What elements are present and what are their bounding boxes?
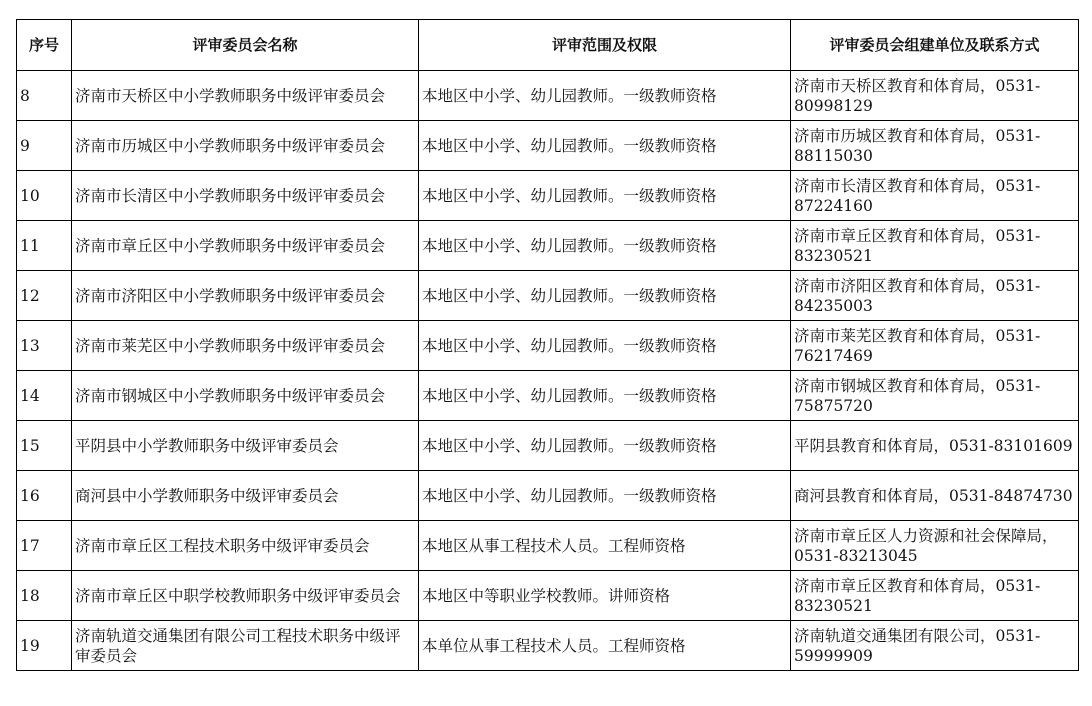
table-row (17, 271, 1079, 321)
review-scope-cell: 本地区中小学、幼儿园教师。一级教师资格 (419, 471, 791, 521)
serial-number-cell: 16 (17, 471, 72, 521)
contact-cell: 济南市长清区教育和体育局，0531-87224160 (791, 171, 1079, 221)
table-row (17, 571, 1079, 621)
contact-cell: 济南市章丘区教育和体育局，0531-83230521 (791, 571, 1079, 621)
review-scope-cell: 本地区中小学、幼儿园教师。一级教师资格 (419, 321, 791, 371)
review-scope-cell: 本地区中小学、幼儿园教师。一级教师资格 (419, 421, 791, 471)
review-scope-cell: 本地区从事工程技术人员。工程师资格 (419, 521, 791, 571)
committee-name-cell: 济南市莱芜区中小学教师职务中级评审委员会 (72, 321, 419, 371)
table-row (17, 221, 1079, 271)
committee-name-cell: 平阴县中小学教师职务中级评审委员会 (72, 421, 419, 471)
contact-cell: 济南市济阳区教育和体育局，0531-84235003 (791, 271, 1079, 321)
table-row (17, 521, 1079, 571)
serial-number-cell: 10 (17, 171, 72, 221)
table-row (17, 121, 1079, 171)
table-row (17, 621, 1079, 671)
contact-cell: 济南轨道交通集团有限公司，0531-59999909 (791, 621, 1079, 671)
committee-name-cell: 济南市历城区中小学教师职务中级评审委员会 (72, 121, 419, 171)
contact-cell: 平阴县教育和体育局，0531-83101609 (791, 421, 1079, 471)
review-scope-cell: 本地区中小学、幼儿园教师。一级教师资格 (419, 271, 791, 321)
table-row (17, 421, 1079, 471)
table-row (17, 321, 1079, 371)
committee-name-cell: 济南轨道交通集团有限公司工程技术职务中级评审委员会 (72, 621, 419, 671)
table-row (17, 71, 1079, 121)
table-row (17, 471, 1079, 521)
contact-cell: 济南市莱芜区教育和体育局，0531-76217469 (791, 321, 1079, 371)
review-scope-cell: 本地区中小学、幼儿园教师。一级教师资格 (419, 221, 791, 271)
committee-name-cell: 济南市长清区中小学教师职务中级评审委员会 (72, 171, 419, 221)
contact-cell: 济南市章丘区人力资源和社会保障局，0531-83213045 (791, 521, 1079, 571)
contact-cell: 济南市钢城区教育和体育局，0531-75875720 (791, 371, 1079, 421)
committee-name-cell: 济南市章丘区工程技术职务中级评审委员会 (72, 521, 419, 571)
header-committee-name: 评审委员会名称 (72, 20, 419, 71)
serial-number-cell: 11 (17, 221, 72, 271)
serial-number-cell: 18 (17, 571, 72, 621)
serial-number-cell: 9 (17, 121, 72, 171)
serial-number-cell: 15 (17, 421, 72, 471)
header-serial-number: 序号 (17, 20, 72, 71)
review-scope-cell: 本地区中小学、幼儿园教师。一级教师资格 (419, 371, 791, 421)
contact-cell: 济南市历城区教育和体育局，0531-88115030 (791, 121, 1079, 171)
review-scope-cell: 本地区中小学、幼儿园教师。一级教师资格 (419, 71, 791, 121)
committee-name-cell: 济南市章丘区中小学教师职务中级评审委员会 (72, 221, 419, 271)
table-header-row (17, 20, 1079, 71)
serial-number-cell: 17 (17, 521, 72, 571)
header-organizer-contact: 评审委员会组建单位及联系方式 (791, 20, 1079, 71)
review-scope-cell: 本地区中等职业学校教师。讲师资格 (419, 571, 791, 621)
review-scope-cell: 本地区中小学、幼儿园教师。一级教师资格 (419, 121, 791, 171)
committee-name-cell: 商河县中小学教师职务中级评审委员会 (72, 471, 419, 521)
review-scope-cell: 本地区中小学、幼儿园教师。一级教师资格 (419, 171, 791, 221)
table-row (17, 171, 1079, 221)
serial-number-cell: 14 (17, 371, 72, 421)
serial-number-cell: 12 (17, 271, 72, 321)
contact-cell: 商河县教育和体育局，0531-84874730 (791, 471, 1079, 521)
serial-number-cell: 19 (17, 621, 72, 671)
review-scope-cell: 本单位从事工程技术人员。工程师资格 (419, 621, 791, 671)
committee-table (16, 19, 1079, 671)
serial-number-cell: 13 (17, 321, 72, 371)
committee-name-cell: 济南市钢城区中小学教师职务中级评审委员会 (72, 371, 419, 421)
committee-name-cell: 济南市天桥区中小学教师职务中级评审委员会 (72, 71, 419, 121)
table-row (17, 371, 1079, 421)
serial-number-cell: 8 (17, 71, 72, 121)
header-review-scope: 评审范围及权限 (419, 20, 791, 71)
committee-name-cell: 济南市济阳区中小学教师职务中级评审委员会 (72, 271, 419, 321)
committee-name-cell: 济南市章丘区中职学校教师职务中级评审委员会 (72, 571, 419, 621)
contact-cell: 济南市天桥区教育和体育局，0531-80998129 (791, 71, 1079, 121)
contact-cell: 济南市章丘区教育和体育局，0531-83230521 (791, 221, 1079, 271)
